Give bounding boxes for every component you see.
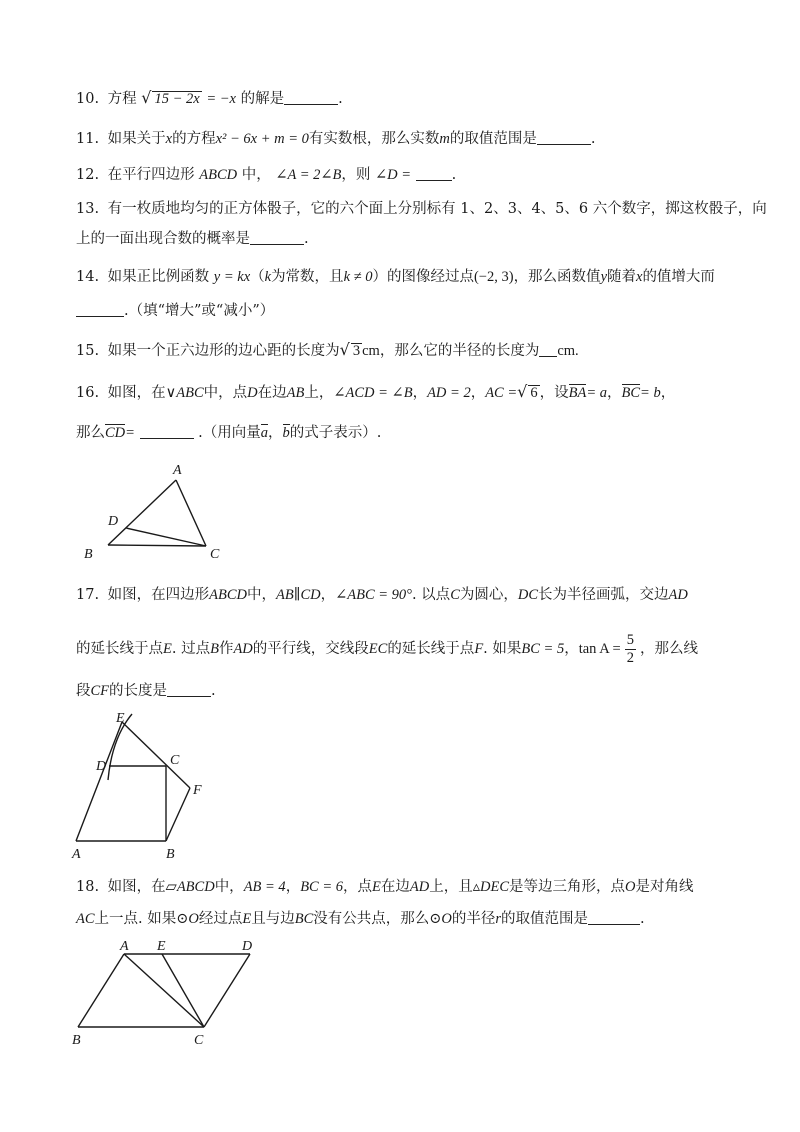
question-16-line-2: 那么CD= .（用向量a，b的式子表示）.: [76, 425, 382, 441]
label-a: A: [173, 463, 182, 478]
question-15: 15. 如果一个正六边形的边心距的长度为√ 3 cm，那么它的半径的长度为 cm.: [76, 340, 579, 359]
label-f: F: [193, 783, 202, 798]
side-ac: [176, 480, 206, 546]
answer-blank: [76, 304, 124, 317]
question-number: 15.: [76, 343, 100, 359]
segment-ec: [162, 954, 204, 1027]
question-18: 18. 如图，在▱ABCD中，AB = 4，BC = 6，点E在边AD上，且▵DEC是等边三角形，点O是对角线: [76, 879, 694, 895]
question-18-line-2: AC上一点. 如果⊙O经过点E且与边BC没有公共点，那么⊙O的半径r的取值范围是 .: [76, 911, 645, 927]
label-d: D: [108, 514, 119, 529]
segment-cd: [126, 528, 206, 546]
question-number: 10.: [76, 91, 100, 107]
label-b: B: [72, 1033, 81, 1048]
label-e: E: [157, 939, 166, 954]
answer-blank: [416, 168, 452, 181]
line-ef: [122, 722, 190, 788]
question-14-line-2: .（填“增大”或“减小”）: [76, 304, 274, 319]
question-number: 13.: [76, 201, 100, 217]
diagonal-ac: [124, 954, 204, 1027]
question-number: 14.: [76, 269, 100, 285]
question-11: 11. 如果关于x的方程x² − 6x + m = 0有实数根，那么实数m的取值范围是 .: [76, 131, 596, 147]
question-number: 17.: [76, 587, 100, 603]
answer-blank: [539, 344, 557, 357]
question-14: 14. 如果正比例函数 y = kx（k为常数，且k ≠ 0）的图像经过点(−2, 3)，那么函数值y随着x的值增大而: [76, 269, 715, 285]
label-a: A: [72, 847, 81, 862]
answer-blank: [588, 912, 640, 925]
answer-blank: [537, 132, 591, 145]
fraction-5-over-2: $\frac{5}{2}$: [626, 632, 634, 666]
question-number: 11.: [76, 131, 100, 147]
side-bc: [108, 545, 206, 546]
label-c: C: [170, 753, 180, 768]
label-c: C: [210, 547, 220, 562]
label-d: D: [242, 939, 253, 954]
question-13-line-2: 上的一面出现合数的概率是 .: [76, 231, 309, 247]
segment-bf: [166, 788, 190, 841]
label-a: A: [120, 939, 129, 954]
question-number: 12.: [76, 167, 100, 183]
answer-blank: [167, 684, 211, 697]
sqrt-sign: √: [141, 88, 152, 107]
question-17: 17. 如图，在四边形ABCD中，AB∥CD，∠ABC = 90°. 以点C为圆心，DC长为半径画弧，交边AD: [76, 587, 688, 603]
question-number: 16.: [76, 385, 100, 401]
question-12: 12. 在平行四边形 ABCD 中， ∠A = 2∠B，则 ∠D = .: [76, 167, 457, 183]
line-ae: [76, 722, 122, 841]
question-number: 18.: [76, 879, 100, 895]
label-b: B: [166, 847, 175, 862]
equation: x² − 6x + m = 0: [215, 131, 309, 147]
question-17-line-3: 段CF的长度是 .: [76, 683, 216, 699]
question-16: 16. 如图，在∨ABC中，点D在边AB上，∠ACD = ∠B，AD = 2，AC =√ 6 ，设BA= a，BC= b，: [76, 382, 676, 401]
radicand: 15 − 2x: [154, 91, 200, 107]
side-cd: [204, 954, 250, 1027]
label-e: E: [116, 711, 125, 726]
answer-blank: [284, 92, 338, 105]
label-c: C: [194, 1033, 204, 1048]
figure-q16-triangle: [70, 458, 240, 563]
answer-blank: [250, 232, 304, 245]
label-b: B: [84, 547, 93, 562]
question-13: 13. 有一枚质地均匀的正方体骰子，它的六个面上分别标有 1、2、3、4、5、6 六个数字，掷这枚骰子，向: [76, 201, 767, 217]
sqrt-sign: √: [339, 340, 350, 359]
figure-q17-quadrilateral: [62, 708, 222, 863]
question-17-line-2: 的延长线于点E. 过点B作AD的平行线，交线段EC的延长线于点F. 如果BC = 5，tan A = $\frac{5}{2}$ ，那么线: [76, 632, 698, 666]
side-ab: [78, 954, 124, 1027]
label-d: D: [96, 759, 107, 774]
side-ab: [108, 480, 176, 545]
question-10: 10. 方程 √ 15 − 2x = −x 的解是 .: [76, 88, 343, 107]
figure-q18-parallelogram: [66, 936, 266, 1056]
answer-blank: [140, 426, 194, 439]
